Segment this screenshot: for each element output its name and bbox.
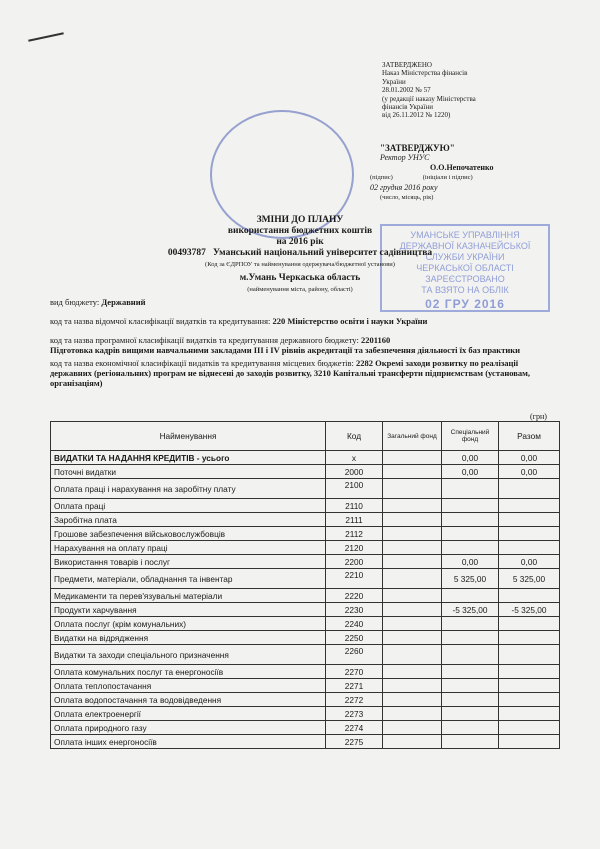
row-code: 2273 [326,707,383,721]
row-name: Оплата електроенергії [51,707,326,721]
row-special: 5 325,00 [442,569,499,589]
budget-type-value: Державний [101,297,146,307]
table-row [51,735,560,749]
row-general [383,589,442,603]
stamp-line: ДЕРЖАВНОЇ КАЗНАЧЕЙСЬКОЇ [399,241,531,251]
city: м.Умань Черкаська область [239,273,361,283]
row-name: Медикаменти та перев'язувальні матеріали [51,589,326,603]
table-row [51,555,560,569]
stamp-line: УМАНСЬКЕ УПРАВЛІННЯ [410,230,520,240]
header-code: Код [326,422,383,451]
dept-value: 220 Міністерство освіти і науки України [272,316,428,326]
table-header-row [51,422,560,451]
row-name: Грошове забезпечення військовослужбовців [51,527,326,541]
row-general [383,603,442,617]
row-special [442,589,499,603]
program-code: 2201160 [360,335,391,345]
row-total [499,527,560,541]
sign-caption: (підпис) [370,174,393,181]
approved-line: ЗАТВЕРДЖЕНО [382,61,432,69]
row-total: -5 325,00 [499,603,560,617]
budget-info [50,297,560,393]
document-header [0,215,600,295]
row-general [383,555,442,569]
city-caption: (найменування міста, району, області) [247,286,353,293]
row-general [383,527,442,541]
table-row [51,589,560,603]
currency-label: (грн) [530,412,547,421]
table-row [51,465,560,479]
row-total [499,645,560,665]
header-name: Найменування [51,422,326,451]
row-general [383,645,442,665]
row-name: Оплата природного газу [51,721,326,735]
row-general [383,451,442,465]
row-special [442,721,499,735]
row-name: Оплата праці [51,499,326,513]
row-name: Предмети, матеріали, обладнання та інвентар [51,569,326,589]
row-code: 2111 [326,513,383,527]
confirm-name: О.О.Непочатенко [430,163,494,172]
row-code: 2275 [326,735,383,749]
row-special [442,645,499,665]
row-general [383,569,442,589]
header-special: Спеціальний фонд [442,422,499,451]
table-row [51,721,560,735]
row-special [442,665,499,679]
row-general [383,479,442,499]
row-general [383,465,442,479]
doc-title: ЗМІНИ ДО ПЛАНУ [256,215,344,225]
stamp-line: СЛУЖБИ УКРАЇНИ [425,252,505,262]
confirm-date: 02 грудня 2016 року [370,183,438,192]
row-special [442,499,499,513]
row-special [442,631,499,645]
row-total [499,665,560,679]
approved-line: (у редакції наказу Міністерства [382,94,476,103]
row-general [383,707,442,721]
row-name: Оплата послуг (крім комунальних) [51,617,326,631]
row-special [442,617,499,631]
row-special [442,707,499,721]
row-special [442,527,499,541]
table-row [51,513,560,527]
row-total [499,707,560,721]
row-special: -5 325,00 [442,603,499,617]
budget-type-label: вид бюджету: [50,297,100,307]
row-special [442,693,499,707]
row-name: Оплата комунальних послуг та енергоносіїв [51,665,326,679]
row-special [442,735,499,749]
row-total [499,693,560,707]
stamp-date: 02 ГРУ 2016 [425,297,505,311]
date-caption: (число, місяць, рік) [380,194,434,201]
stamp-line: ТА ВЗЯТО НА ОБЛІК [421,285,509,295]
table-row [51,479,560,499]
row-total: 0,00 [499,451,560,465]
row-general [383,617,442,631]
row-general [383,631,442,645]
table-row [51,645,560,665]
table-row [51,499,560,513]
row-name: Оплата інших енергоносіїв [51,735,326,749]
dept-label: код та назва відомчої класифікації видатків та кредитування: [50,316,271,326]
table-row [51,631,560,645]
budget-table [50,421,560,749]
approved-line: від 26.11.2012 № 1220) [382,111,451,120]
row-name: Продукти харчування [51,603,326,617]
table-row [51,569,560,589]
row-code: 2000 [326,465,383,479]
stamp-line: ЗАРЕЄСТРОВАНО [425,274,505,284]
row-code: х [326,451,383,465]
approved-line: 28.01.2002 № 57 [382,86,431,95]
program-label: код та назва програмної класифікації видатків та кредитування державного бюджету: [50,335,359,345]
row-general [383,499,442,513]
row-special [442,513,499,527]
row-code: 2120 [326,541,383,555]
row-code: 2260 [326,645,383,665]
row-general [383,513,442,527]
pen-mark [28,32,64,41]
approved-line: України [382,77,406,86]
approved-block [382,61,522,120]
row-total: 0,00 [499,465,560,479]
org-code: 00493787 [167,248,206,258]
row-name: Оплата теплопостачання [51,679,326,693]
row-total: 5 325,00 [499,569,560,589]
header-general: Загальний фонд [383,422,442,451]
row-name: Видатки на відрядження [51,631,326,645]
table-row [51,679,560,693]
doc-year: на 2016 рік [276,237,324,247]
table-row [51,707,560,721]
table-row [51,617,560,631]
row-special: 0,00 [442,451,499,465]
name-caption: (ініціали і підпис) [422,174,473,181]
econ-value: 2282 Окремі заходи розвитку по реалізації державних (регіональних) програм не віднесені до заходів розвитку, 3210 Капітальні трансферти підприємствам (установам, організаціям) [50,358,531,388]
row-code: 2230 [326,603,383,617]
confirm-role: Ректор УНУС [380,153,430,162]
row-total [499,479,560,499]
row-name: Заробітна плата [51,513,326,527]
row-special [442,479,499,499]
program-value: Підготовка кадрів вищими навчальними закладами ІІІ і IV рівнів акредитації та забезпечення діяльності їх баз практики [50,345,521,355]
row-name: Видатки та заходи спеціального призначення [51,645,326,665]
row-code: 2274 [326,721,383,735]
row-code: 2220 [326,589,383,603]
approved-line: Наказ Міністерства фінансів [382,69,468,78]
row-code: 2100 [326,479,383,499]
row-total [499,721,560,735]
table-row [51,693,560,707]
header-total: Разом [499,422,560,451]
row-total [499,735,560,749]
row-general [383,679,442,693]
table-row [51,451,560,465]
row-special [442,541,499,555]
stamp-line: ЧЕРКАСЬКОЇ ОБЛАСТІ [416,263,514,273]
row-name: ВИДАТКИ ТА НАДАННЯ КРЕДИТІВ - усього [51,451,326,465]
row-total [499,541,560,555]
table-row [51,527,560,541]
table-row [51,603,560,617]
row-total: 0,00 [499,555,560,569]
row-name: Оплата праці і нарахування на заробітну плату [51,479,326,499]
table-row [51,541,560,555]
row-general [383,693,442,707]
doc-subtitle: використання бюджетних коштів [227,226,373,236]
row-general [383,665,442,679]
econ-label: код та назва економічної класифікації видатків та кредитування місцевих бюджетів: [50,358,354,368]
row-code: 2270 [326,665,383,679]
row-general [383,735,442,749]
row-code: 2250 [326,631,383,645]
row-name: Поточні видатки [51,465,326,479]
row-total [499,631,560,645]
row-total [499,679,560,693]
approved-line: фінансів України [382,103,433,112]
row-total [499,617,560,631]
org-caption: (Код за ЄДРПОУ та найменування одержувача/бюджетної установи) [205,261,395,268]
row-code: 2271 [326,679,383,693]
row-code: 2200 [326,555,383,569]
row-total [499,513,560,527]
row-total [499,589,560,603]
row-code: 2110 [326,499,383,513]
row-code: 2210 [326,569,383,589]
row-special [442,679,499,693]
row-total [499,499,560,513]
row-special: 0,00 [442,465,499,479]
org-name: Уманський національний університет садівництва [212,248,433,258]
table-row [51,665,560,679]
row-code: 2112 [326,527,383,541]
row-name: Використання товарів і послуг [51,555,326,569]
row-general [383,541,442,555]
row-code: 2272 [326,693,383,707]
row-name: Нарахування на оплату праці [51,541,326,555]
row-general [383,721,442,735]
row-code: 2240 [326,617,383,631]
confirm-title: "ЗАТВЕРДЖУЮ" [380,143,455,153]
row-name: Оплата водопостачання та водовідведення [51,693,326,707]
row-special: 0,00 [442,555,499,569]
confirm-block [360,143,540,203]
